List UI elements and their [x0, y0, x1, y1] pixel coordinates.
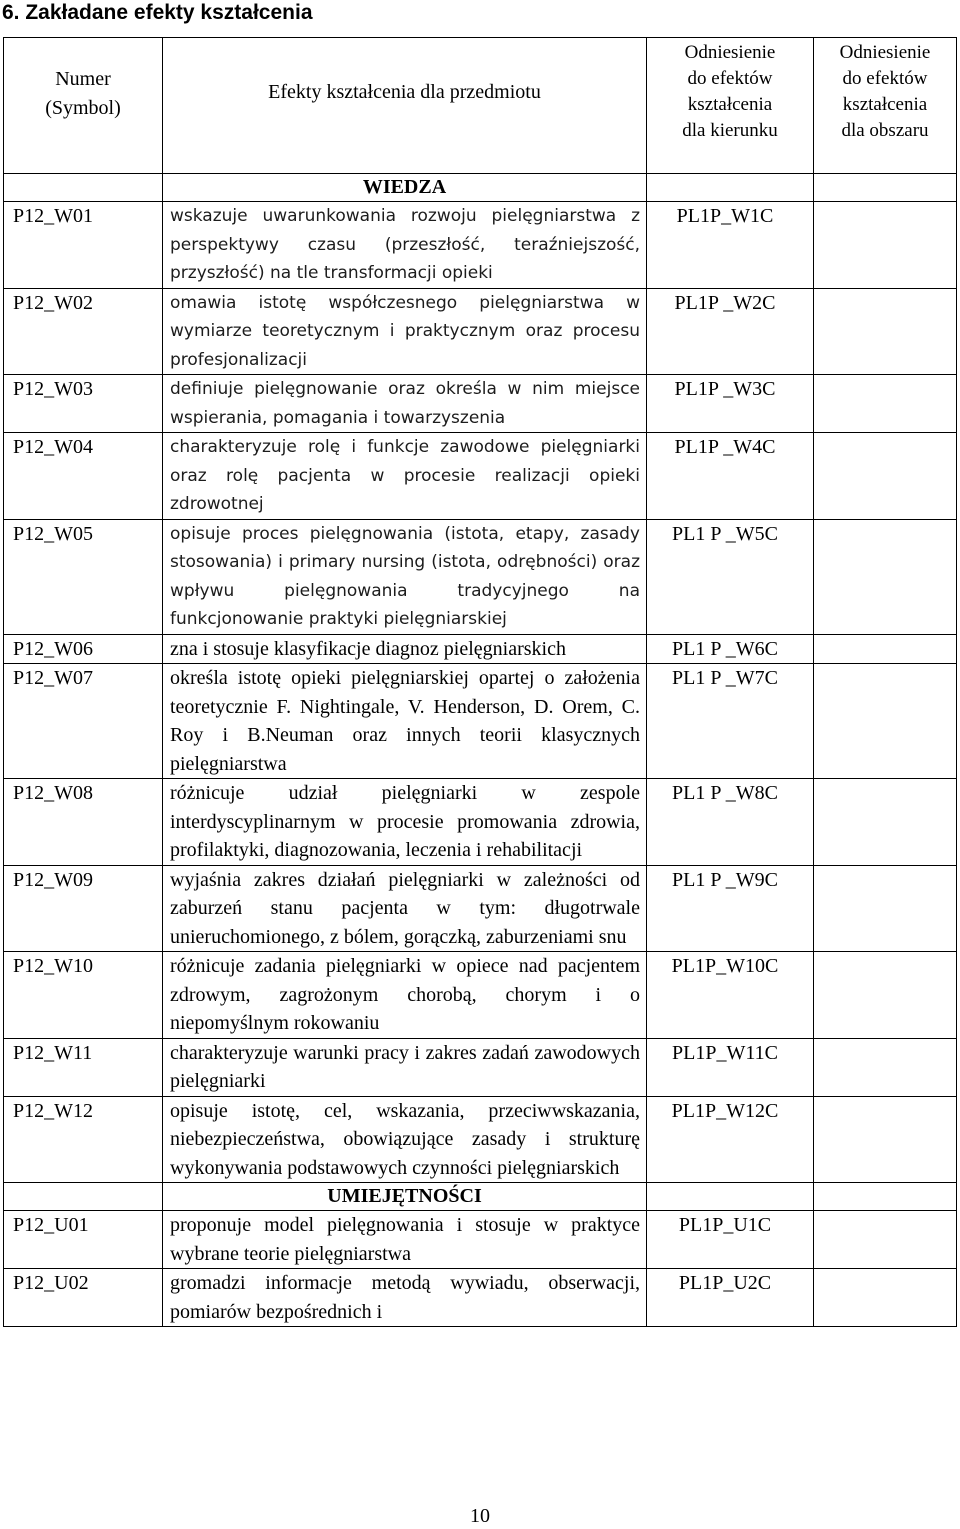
outcome-description: gromadzi informacje metodą wywiadu, obserwacji, pomiarów bezpośrednich i [163, 1269, 647, 1327]
area-reference [814, 952, 957, 1039]
section-spacer [4, 1183, 163, 1211]
outcome-description: wyjaśnia zakres działań pielęgniarki w zależności od zaburzeń stanu pacjenta w tym: długotrwale unieruchomionego, z bólem, gorączką, zaburzeniami snu [163, 865, 647, 952]
outcome-symbol: P12_W09 [4, 865, 163, 952]
outcome-description: różnicuje udział pielęgniarki w zespole interdyscyplinarnym w procesie promowania zdrowia, profilaktyki, diagnozowania, leczenia i rehabilitacji [163, 779, 647, 866]
table-row [4, 202, 957, 289]
section-spacer [4, 174, 163, 202]
outcome-symbol: P12_U02 [4, 1269, 163, 1327]
area-reference [814, 375, 957, 433]
outcome-symbol: P12_W02 [4, 288, 163, 375]
outcome-symbol: P12_U01 [4, 1211, 163, 1269]
area-reference [814, 519, 957, 634]
area-reference [814, 634, 957, 664]
outcome-description: określa istotę opieki pielęgniarskiej opartej o założenia teoretycznie F. Nightingale, V. Henderson, D. Orem, C. Roy i B.Neuman oraz innych teorii klasycznych pielęgniarstwa [163, 664, 647, 779]
outcome-symbol: P12_W05 [4, 519, 163, 634]
section-row [4, 1183, 957, 1211]
field-reference: PL1 P _W9C [647, 865, 814, 952]
outcome-symbol: P12_W03 [4, 375, 163, 433]
field-reference: PL1P_W11C [647, 1038, 814, 1096]
header-obszar [814, 38, 957, 174]
outcome-description: różnicuje zadania pielęgniarki w opiece nad pacjentem zdrowym, zagrożonym chorobą, chorym i o niepomyślnym rokowaniu [163, 952, 647, 1039]
outcome-description: charakteryzuje rolę i funkcje zawodowe pielęgniarki oraz rolę pacjenta w procesie realizacji opieki zdrowotnej [163, 433, 647, 520]
field-reference: PL1P _W3C [647, 375, 814, 433]
header-kierunek-line: do efektów [687, 68, 773, 89]
table-row [4, 519, 957, 634]
table-row [4, 375, 957, 433]
field-reference: PL1P_W1C [647, 202, 814, 289]
field-reference: PL1P _W2C [647, 288, 814, 375]
outcome-description: omawia istotę współczesnego pielęgniarstwa w wymiarze teoretycznym i praktycznym oraz procesu profesjonalizacji [163, 288, 647, 375]
header-obszar-line: Odniesienie [839, 42, 931, 63]
table-row [4, 634, 957, 664]
section-heading: 6. Zakładane efekty kształcenia [2, 1, 313, 24]
area-reference [814, 1211, 957, 1269]
header-numer [4, 38, 163, 174]
outcome-symbol: P12_W10 [4, 952, 163, 1039]
table-body [4, 174, 957, 1327]
field-reference: PL1P _W4C [647, 433, 814, 520]
section-spacer [814, 174, 957, 202]
header-obszar-line: dla obszaru [841, 120, 929, 141]
field-reference: PL1P_U2C [647, 1269, 814, 1327]
table-row [4, 865, 957, 952]
field-reference: PL1 P _W7C [647, 664, 814, 779]
section-spacer [647, 1183, 814, 1211]
field-reference: PL1P_W10C [647, 952, 814, 1039]
table-row [4, 433, 957, 520]
outcome-description: opisuje proces pielęgnowania (istota, etapy, zasady stosowania) i primary nursing (istota, odrębności) oraz wpływu pielęgnowania tradycyjnego na funkcjonowanie praktyki pielęgniarskiej [163, 519, 647, 634]
outcome-symbol: P12_W04 [4, 433, 163, 520]
header-kierunek [647, 38, 814, 174]
header-numer-line: (Symbol) [45, 96, 121, 119]
page-number: 10 [470, 1505, 490, 1527]
outcome-description: wskazuje uwarunkowania rozwoju pielęgniarstwa z perspektywy czasu (przeszłość, teraźniejszość, przyszłość) na tle transformacji opieki [163, 202, 647, 289]
table-row [4, 779, 957, 866]
outcome-symbol: P12_W12 [4, 1096, 163, 1183]
section-row [4, 174, 957, 202]
learning-outcomes-table [3, 37, 957, 1327]
outcome-symbol: P12_W01 [4, 202, 163, 289]
header-obszar-line: do efektów [842, 68, 928, 89]
area-reference [814, 1038, 957, 1096]
section-title: UMIEJĘTNOŚCI [163, 1183, 647, 1211]
section-spacer [647, 174, 814, 202]
outcome-symbol: P12_W08 [4, 779, 163, 866]
area-reference [814, 433, 957, 520]
area-reference [814, 1269, 957, 1327]
header-kierunek-line: dla kierunku [682, 120, 778, 141]
outcome-description: definiuje pielęgnowanie oraz określa w nim miejsce wspierania, pomagania i towarzyszenia [163, 375, 647, 433]
header-kierunek-line: Odniesienie [684, 42, 776, 63]
outcome-description: charakteryzuje warunki pracy i zakres zadań zawodowych pielęgniarki [163, 1038, 647, 1096]
header-efekty: Efekty kształcenia dla przedmiotu [163, 38, 647, 174]
table-row [4, 1269, 957, 1327]
table-row [4, 1096, 957, 1183]
outcome-symbol: P12_W06 [4, 634, 163, 664]
table-row [4, 288, 957, 375]
field-reference: PL1P_W12C [647, 1096, 814, 1183]
field-reference: PL1P_U1C [647, 1211, 814, 1269]
table-header-row [4, 38, 957, 174]
outcome-description: zna i stosuje klasyfikacje diagnoz pielęgniarskich [163, 634, 647, 664]
area-reference [814, 288, 957, 375]
field-reference: PL1 P _W6C [647, 634, 814, 664]
table-row [4, 664, 957, 779]
area-reference [814, 1096, 957, 1183]
header-numer-line: Numer [55, 68, 111, 90]
outcome-description: proponuje model pielęgnowania i stosuje w praktyce wybrane teorie pielęgniarstwa [163, 1211, 647, 1269]
area-reference [814, 865, 957, 952]
field-reference: PL1 P _W5C [647, 519, 814, 634]
table-row [4, 1038, 957, 1096]
section-spacer [814, 1183, 957, 1211]
area-reference [814, 779, 957, 866]
outcome-description: opisuje istotę, cel, wskazania, przeciwwskazania, niebezpieczeństwa, obowiązujące zasady i strukturę wykonywania podstawowych czynności pielęgniarskich [163, 1096, 647, 1183]
outcome-symbol: P12_W07 [4, 664, 163, 779]
table-row [4, 1211, 957, 1269]
section-title: WIEDZA [163, 174, 647, 202]
area-reference [814, 664, 957, 779]
header-obszar-line: kształcenia [842, 94, 928, 115]
field-reference: PL1 P _W8C [647, 779, 814, 866]
outcome-symbol: P12_W11 [4, 1038, 163, 1096]
table-row [4, 952, 957, 1039]
area-reference [814, 202, 957, 289]
header-kierunek-line: kształcenia [687, 94, 773, 115]
